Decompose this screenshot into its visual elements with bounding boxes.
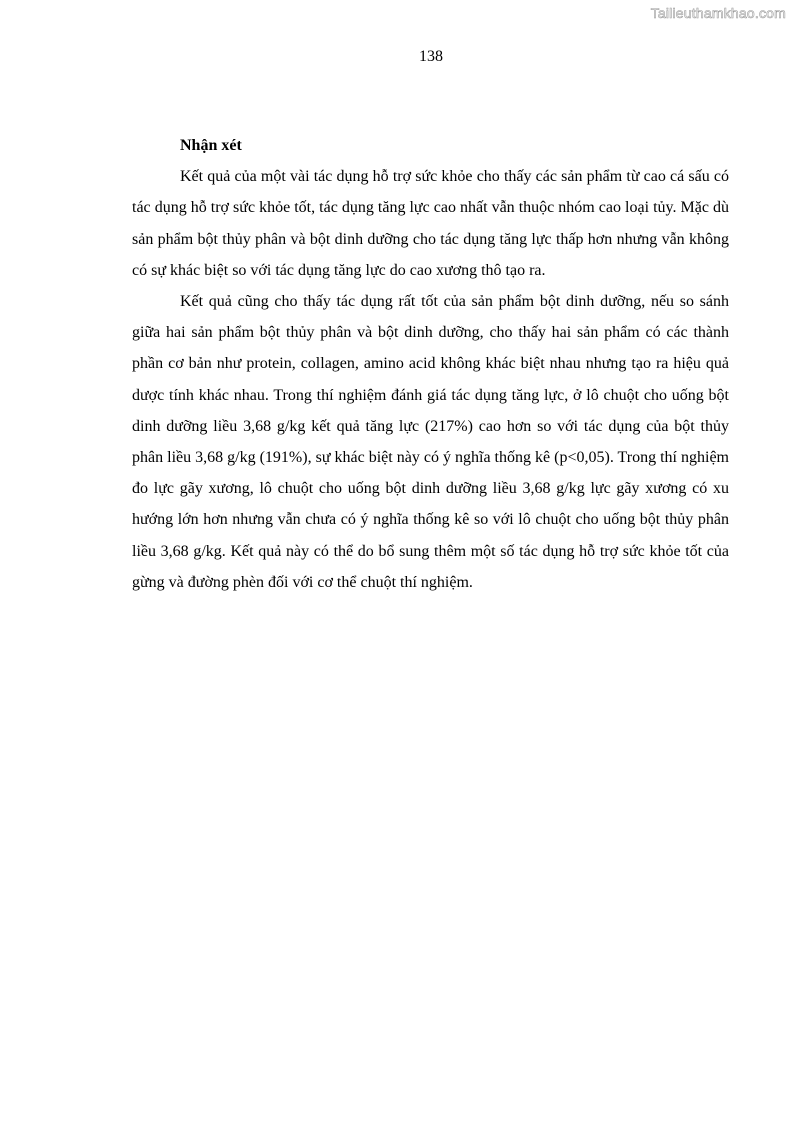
watermark: Tailieuthamkhao.com (650, 5, 786, 21)
section-heading: Nhận xét (180, 137, 242, 154)
paragraph-1: Kết quả của một vài tác dụng hỗ trợ sức khỏe cho thấy các sản phẩm từ cao cá sấu có tác dụng hỗ trợ sức khỏe tốt, tác dụng tăng lực cao nhất vẫn thuộc nhóm cao loại tủy. Mặc dù sản phẩm bột thủy phân và bột dinh dưỡng cho tác dụng tăng lực thấp hơn nhưng vẫn không có sự khác biệt so với tác dụng tăng lực do cao xương thô tạo ra. (132, 168, 729, 279)
paragraph-2: Kết quả cũng cho thấy tác dụng rất tốt của sản phẩm bột dinh dưỡng, nếu so sánh giữa hai sản phẩm bột thủy phân và bột dinh dưỡng, cho thấy hai sản phẩm có các thành phần cơ bản như protein, collagen, amino acid không khác biệt nhau nhưng tạo ra hiệu quả dược tính khác nhau. Trong thí nghiệm đánh giá tác dụng tăng lực, ở lô chuột cho uống bột dinh dưỡng liều 3,68 g/kg kết quả tăng lực (217%) cao hơn so với tác dụng của bột thủy phân liều 3,68 g/kg (191%), sự khác biệt này có ý nghĩa thống kê (p<0,05). Trong thí nghiệm đo lực gãy xương, lô chuột cho uống bột dinh dưỡng liều 3,68 g/kg lực gãy xương có xu hướng lớn hơn nhưng vẫn chưa có ý nghĩa thống kê so với lô chuột cho uống bột thủy phân liều 3,68 g/kg. Kết quả này có thể do bổ sung thêm một số tác dụng hỗ trợ sức khỏe tốt của gừng và đường phèn đối với cơ thể chuột thí nghiệm. (132, 293, 729, 591)
page-number: 138 (419, 48, 443, 65)
document-body (132, 130, 729, 598)
